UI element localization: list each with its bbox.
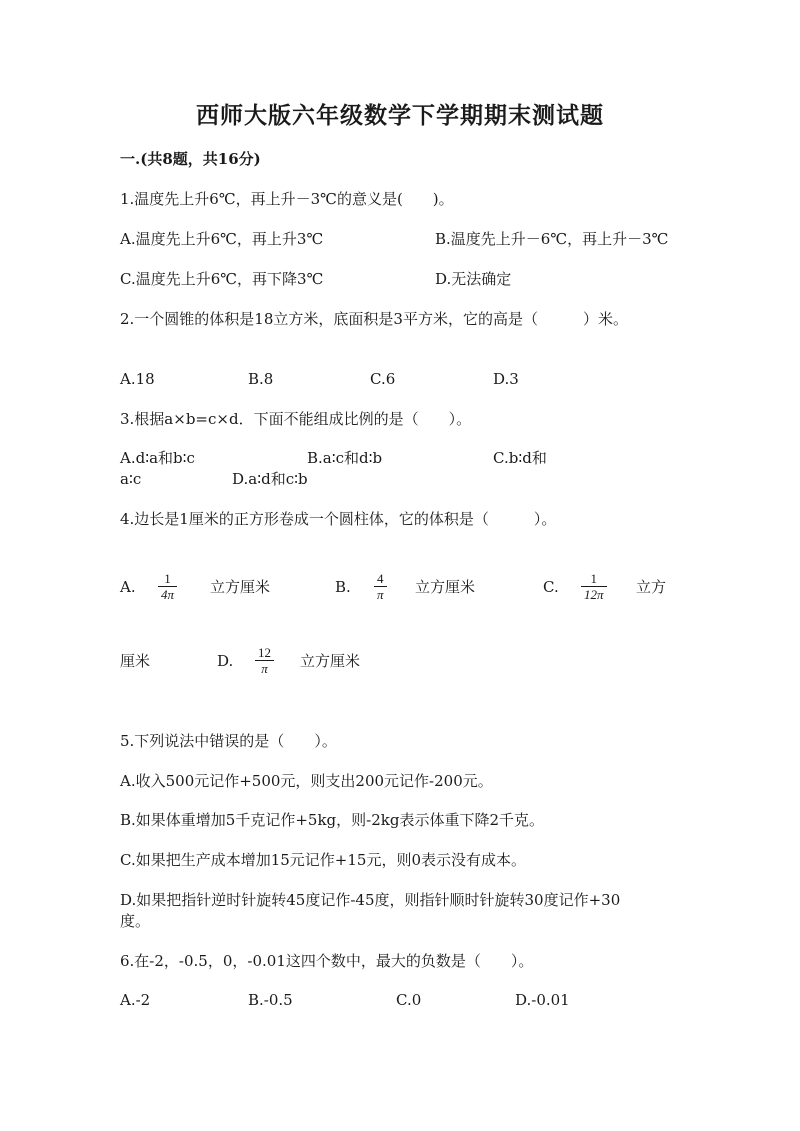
q4-option-d-unit: 立方厘米 bbox=[300, 652, 361, 670]
q4-option-c-unit-continued: 厘米 bbox=[120, 652, 151, 670]
q4-option-a-numerator: 1 bbox=[164, 571, 171, 586]
q3-option-a: A.d∶a和b∶c bbox=[120, 449, 195, 467]
q2-option-c: C.6 bbox=[370, 370, 396, 388]
q4-option-c-fraction bbox=[581, 571, 607, 603]
q6-option-d: D.-0.01 bbox=[515, 991, 570, 1009]
q3-option-c: C.b∶d和 bbox=[493, 449, 547, 467]
q4-option-b-unit: 立方厘米 bbox=[415, 578, 476, 596]
q5-option-d-continued: 度。 bbox=[120, 912, 151, 930]
section-heading: 一.(共8题，共16分) bbox=[120, 150, 261, 168]
q5-option-d: D.如果把指针逆时针旋转45度记作-45度，则指针顺时针旋转30度记作+30 bbox=[120, 891, 621, 909]
q6-stem: 6.在-2，-0.5，0，-0.01这四个数中，最大的负数是（ ）。 bbox=[120, 952, 534, 970]
q5-option-c: C.如果把生产成本增加15元记作+15元，则0表示没有成本。 bbox=[120, 851, 526, 869]
q4-option-a-unit: 立方厘米 bbox=[210, 578, 271, 596]
q4-option-d-fraction bbox=[255, 645, 274, 677]
q4-option-a-fraction bbox=[158, 571, 177, 603]
q2-stem: 2.一个圆锥的体积是18立方米，底面积是3平方米，它的高是（ ）米。 bbox=[120, 310, 628, 328]
q3-option-d: D.a∶d和c∶b bbox=[232, 470, 308, 488]
q4-option-d-label: D. bbox=[217, 652, 234, 670]
q5-stem: 5.下列说法中错误的是（ ）。 bbox=[120, 732, 337, 750]
q6-option-c: C.0 bbox=[396, 991, 422, 1009]
q2-option-a: A.18 bbox=[120, 370, 155, 388]
q1-option-c: C.温度先上升6℃，再下降3℃ bbox=[120, 270, 324, 288]
q3-option-b: B.a∶c和d∶b bbox=[307, 449, 383, 467]
q3-option-c-continued: a∶c bbox=[120, 470, 142, 488]
q1-option-b: B.温度先上升－6℃，再上升－3℃ bbox=[435, 230, 669, 248]
q4-option-c-label: C. bbox=[543, 578, 559, 596]
q4-option-b-numerator: 4 bbox=[377, 571, 384, 586]
q4-option-c-unit: 立方 bbox=[636, 578, 667, 596]
q1-option-d: D.无法确定 bbox=[435, 270, 512, 288]
q3-stem: 3.根据a×b=c×d．下面不能组成比例的是（ ）。 bbox=[120, 410, 472, 428]
q4-option-d-denominator: π bbox=[261, 661, 268, 676]
q5-option-a: A.收入500元记作+500元，则支出200元记作-200元。 bbox=[120, 772, 493, 790]
q4-option-b-label: B. bbox=[335, 578, 351, 596]
q6-option-b: B.-0.5 bbox=[248, 991, 293, 1009]
q1-option-a: A.温度先上升6℃，再上升3℃ bbox=[120, 230, 324, 248]
q4-option-a-denominator: 4π bbox=[161, 587, 175, 602]
q6-option-a: A.-2 bbox=[120, 991, 151, 1009]
q4-stem: 4.边长是1厘米的正方形卷成一个圆柱体，它的体积是（ ）。 bbox=[120, 510, 557, 528]
q2-option-b: B.8 bbox=[248, 370, 274, 388]
q4-option-c-denominator: 12π bbox=[584, 587, 604, 602]
q5-option-b: B.如果体重增加5千克记作+5kg，则-2kg表示体重下降2千克。 bbox=[120, 811, 544, 829]
q1-stem: 1.温度先上升6℃，再上升－3℃的意义是( )。 bbox=[120, 190, 454, 208]
q4-option-b-fraction bbox=[374, 571, 387, 603]
q4-option-d-numerator: 12 bbox=[258, 645, 271, 660]
q4-option-c-numerator: 1 bbox=[590, 571, 597, 586]
q2-option-d: D.3 bbox=[493, 370, 519, 388]
q4-option-a-label: A. bbox=[120, 578, 136, 596]
page-title: 西师大版六年级数学下学期期末测试题 bbox=[196, 102, 604, 129]
q4-option-b-denominator: π bbox=[377, 587, 384, 602]
